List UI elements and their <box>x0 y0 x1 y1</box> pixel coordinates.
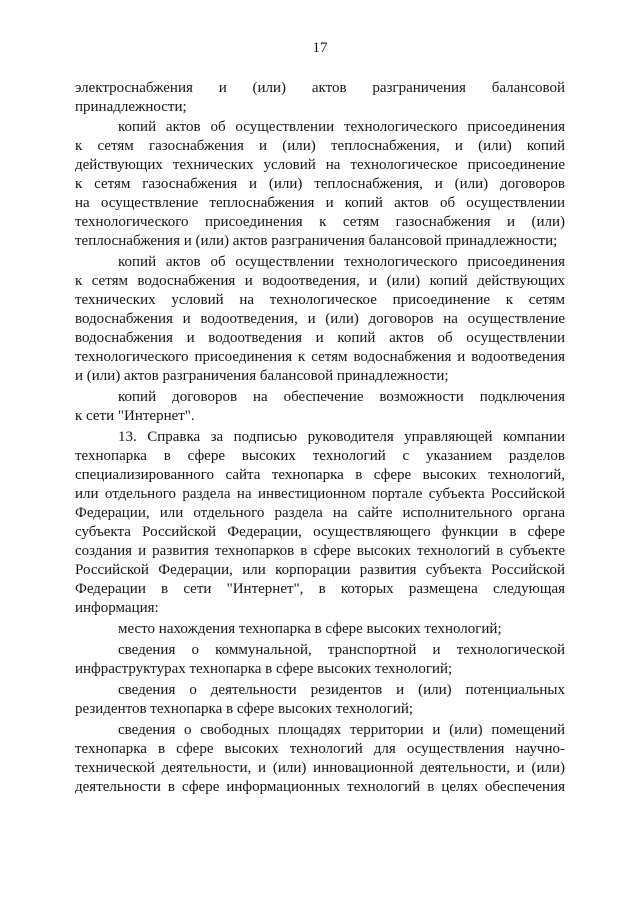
text-line: к сетям газоснабжения и (или) теплоснабжения, и (или) договоров <box>75 176 565 193</box>
document-body <box>75 79 565 797</box>
paragraph <box>75 641 565 679</box>
text-line: принадлежности; <box>75 98 187 115</box>
text-line: к сети "Интернет". <box>75 408 195 425</box>
text-line: к сетям водоснабжения и водоотведения, и (или) копий действующих <box>75 273 565 290</box>
text-line: технической деятельности, и (или) инновационной деятельности, и (или) <box>75 759 565 776</box>
text-line: резидентов технопарка в сфере высоких технологий; <box>75 700 414 717</box>
text-line: Российской Федерации, или корпорации развития субъекта Российской <box>75 562 565 579</box>
text-line: инфраструктурах технопарка в сфере высоких технологий; <box>75 660 453 677</box>
text-line: действующих технических условий на технологическое присоединение <box>75 157 565 174</box>
page-number: 17 <box>312 39 328 56</box>
text-line: технопарка в сфере высоких технологий для осуществления научно- <box>75 740 565 757</box>
text-line: и (или) актов разграничения балансовой принадлежности; <box>75 368 449 385</box>
text-line: специализированного сайта технопарка в сфере высоких технологий, <box>75 467 565 484</box>
paragraph <box>75 681 565 719</box>
text-line: создания и развития технопарков в сфере высоких технологий в субъекте <box>75 543 565 560</box>
text-line: Федерации, или отдельного раздела на сайте исполнительного органа <box>75 505 565 522</box>
text-line: копий актов об осуществлении технологического присоединения <box>118 119 565 136</box>
text-line: к сетям газоснабжения и (или) теплоснабжения, и (или) копий <box>75 138 565 155</box>
text-line: субъекта Российской Федерации, осуществляющего функции в сфере <box>75 524 565 541</box>
text-line: деятельности в сфере информационных технологий в целях обеспечения <box>75 778 565 795</box>
text-line: водоснабжения и водоотведения, и (или) договоров на осуществление <box>75 311 565 328</box>
text-line: технопарка в сфере высоких технологий с указанием разделов <box>75 448 565 465</box>
text-line: копий актов об осуществлении технологического присоединения <box>118 254 565 271</box>
text-line: Федерации в сети "Интернет", в которых размещена следующая <box>75 581 565 598</box>
text-line: электроснабжения и (или) актов разграничения балансовой <box>75 79 565 96</box>
text-line: или отдельного раздела на инвестиционном портале субъекта Российской <box>75 486 565 503</box>
text-line: сведения о свободных площадях территории и (или) помещений <box>118 721 565 738</box>
paragraph <box>75 253 565 386</box>
text-line: технических условий на технологическое присоединение к сетям <box>75 292 565 309</box>
text-line: теплоснабжения и (или) актов разграничения балансовой принадлежности; <box>75 233 558 250</box>
text-line: сведения о коммунальной, транспортной и технологической <box>118 641 565 658</box>
paragraph <box>75 428 565 618</box>
paragraph <box>75 79 565 117</box>
text-line: 13. Справка за подписью руководителя управляющей компании <box>118 429 565 446</box>
text-line: место нахождения технопарка в сфере высоких технологий; <box>118 620 502 637</box>
text-line: на осуществление теплоснабжения и копий актов об осуществлении <box>75 195 565 212</box>
text-line: технологического присоединения к сетям водоснабжения и водоотведения <box>75 349 565 366</box>
text-line: информация: <box>75 600 159 617</box>
text-line: копий договоров на обеспечение возможности подключения <box>118 389 565 406</box>
paragraph <box>75 118 565 251</box>
paragraph <box>75 721 565 797</box>
text-line: водоснабжения и водоотведения и копий актов об осуществлении <box>75 330 565 347</box>
text-line: сведения о деятельности резидентов и (или) потенциальных <box>118 681 565 698</box>
paragraph <box>75 388 565 426</box>
paragraph <box>75 620 565 639</box>
text-line: технологического присоединения к сетям газоснабжения и (или) <box>75 214 565 231</box>
